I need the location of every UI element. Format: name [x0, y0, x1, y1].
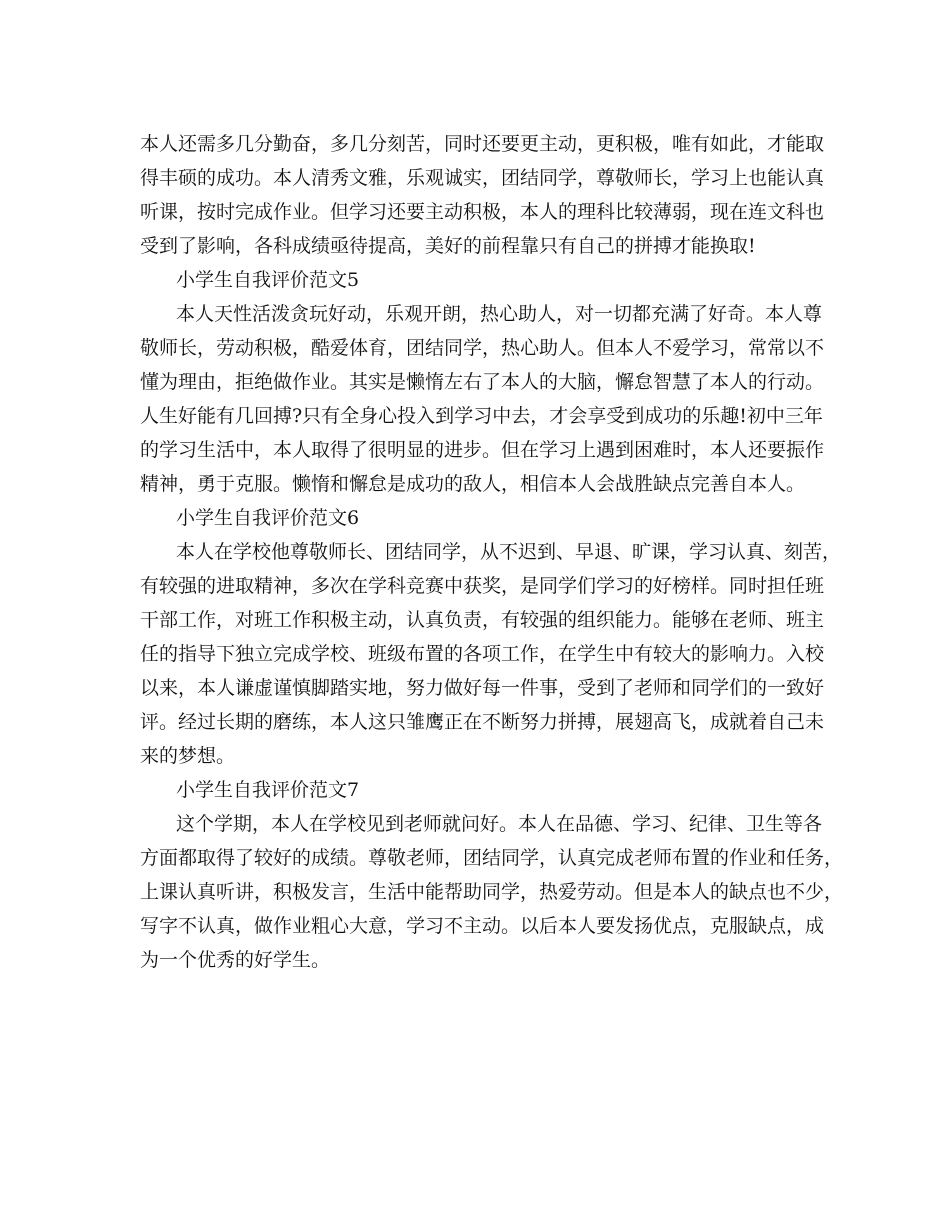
paragraph-line: 本人在学校他尊敬师长、团结同学，从不迟到、早退、旷课，学习认真、刻苦，: [176, 541, 842, 563]
paragraph-line: 干部工作，对班工作积极主动，认真负责，有较强的组织能力。能够在老师、班主: [140, 609, 825, 631]
section-6: [140, 501, 842, 773]
paragraph-line: 懂为理由，拒绝做作业。其实是懒惰左右了本人的大脑，懈怠智慧了本人的行动。: [140, 371, 825, 393]
paragraph-line: 上课认真听讲，积极发言，生活中能帮助同学，热爱劳动。但是本人的缺点也不少，: [140, 881, 844, 903]
section-7: [140, 773, 844, 977]
paragraph-line: 以来，本人谦虚谨慎脚踏实地，努力做好每一件事，受到了老师和同学们的一致好: [140, 677, 825, 699]
paragraph-line: 来的梦想。: [140, 745, 236, 767]
paragraph-line: 为一个优秀的好学生。: [140, 949, 331, 971]
paragraph-line: 精神，勇于克服。懒惰和懈怠是成功的敌人，相信本人会战胜缺点完善自本人。: [140, 473, 806, 495]
intro-paragraph: [140, 127, 825, 263]
section-5: [140, 263, 825, 501]
section-heading: 小学生自我评价范文5: [176, 269, 360, 291]
paragraph-line: 方面都取得了较好的成绩。尊敬老师，团结同学，认真完成老师布置的作业和任务，: [140, 847, 844, 869]
paragraph-line: 这个学期，本人在学校见到老师就问好。本人在品德、学习、纪律、卫生等各: [176, 813, 823, 835]
paragraph-line: 受到了影响，各科成绩亟待提高，美好的前程靠只有自己的拼搏才能换取!: [140, 235, 756, 257]
paragraph-line: 本人天性活泼贪玩好动，乐观开朗，热心助人，对一切都充满了好奇。本人尊: [176, 303, 823, 325]
section-heading: 小学生自我评价范文6: [176, 507, 360, 529]
paragraph-line: 得丰硕的成功。本人清秀文雅，乐观诚实，团结同学，尊敬师长，学习上也能认真: [140, 167, 825, 189]
paragraph-line: 敬师长，劳动积极，酷爱体育，团结同学，热心助人。但本人不爱学习，常常以不: [140, 337, 825, 359]
paragraph-line: 人生好能有几回搏?只有全身心投入到学习中去，才会享受到成功的乐趣!初中三年: [140, 405, 823, 427]
paragraph-line: 任的指导下独立完成学校、班级布置的各项工作，在学生中有较大的影响力。入校: [140, 643, 825, 665]
paragraph-line: 听课，按时完成作业。但学习还要主动积极，本人的理科比较薄弱，现在连文科也: [140, 201, 825, 223]
paragraph-line: 的学习生活中，本人取得了很明显的进步。但在学习上遇到困难时，本人还要振作: [140, 439, 825, 461]
document-body: [140, 127, 844, 977]
paragraph-line: 有较强的进取精神，多次在学科竞赛中获奖，是同学们学习的好榜样。同时担任班: [140, 575, 825, 597]
section-heading: 小学生自我评价范文7: [176, 779, 360, 801]
paragraph-line: 本人还需多几分勤奋，多几分刻苦，同时还要更主动，更积极，唯有如此，才能取: [140, 133, 825, 155]
paragraph-line: 写字不认真，做作业粗心大意，学习不主动。以后本人要发扬优点，克服缺点，成: [140, 915, 825, 937]
paragraph-line: 评。经过长期的磨练，本人这只雏鹰正在不断努力拼搏，展翅高飞，成就着自己未: [140, 711, 825, 733]
